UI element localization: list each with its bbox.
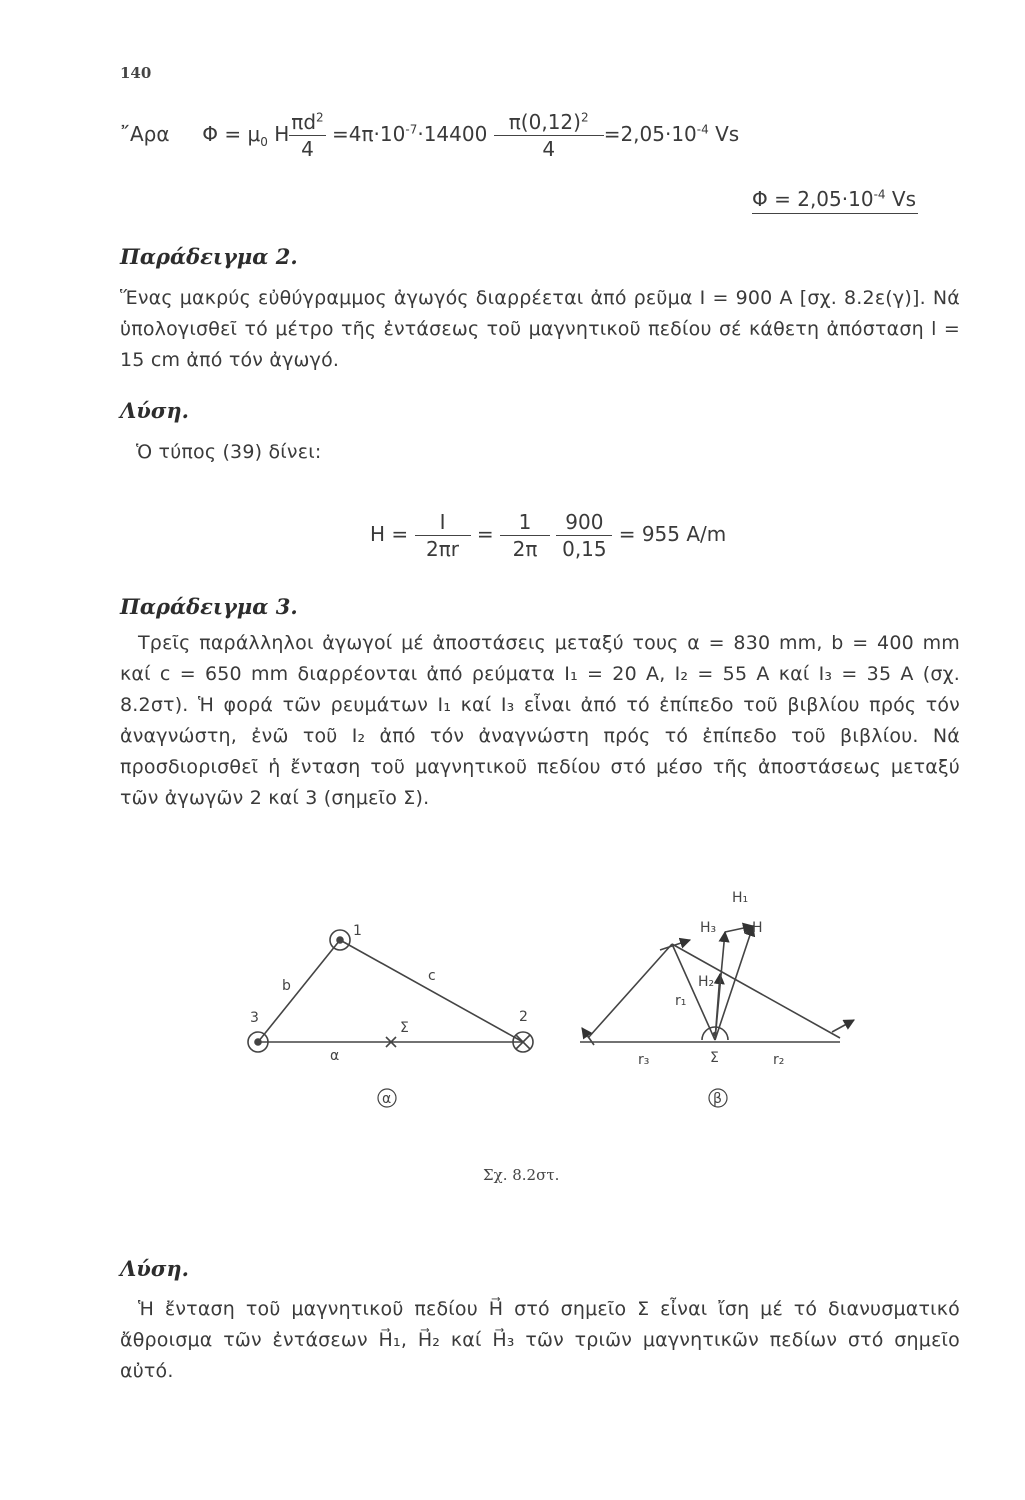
label-r3: r₃ xyxy=(638,1052,650,1068)
H-equation: H = $\frac{I}{2\pi r}$ = $\frac{1}{2\pi}$ $\frac{900}{0,15}$ = 955 A/m xyxy=(370,510,727,561)
example-3-solution-text: Ἡ ἔνταση τοῦ μαγνητικοῦ πεδίου H⃗ στό σημεῖο Σ εἶναι ἴση μέ τό διανυσματικό ἄθροισμα τῶν ἐντάσεων H⃗₁, H⃗₂ καί H⃗₃ τῶν τριῶν μαγνητικῶν πεδίων στό σημεῖο αὐτό. xyxy=(120,1298,960,1382)
label-sigma-a: Σ xyxy=(400,1020,409,1036)
flux-result: =2,05·10 xyxy=(603,122,697,146)
fraction-pi-d2: $\frac{\pi d^2}{4}$ xyxy=(291,110,324,161)
example-3-heading: Παράδειγμα 3. xyxy=(120,594,298,619)
ara-word: ῎Αρα xyxy=(120,122,170,146)
label-sigma-b: Σ xyxy=(710,1050,719,1066)
sub-label-b: β xyxy=(713,1091,722,1107)
sub-label-a: α xyxy=(382,1091,392,1107)
side-b xyxy=(258,940,340,1042)
label-a: α xyxy=(330,1048,340,1064)
tangent-arrow-1 xyxy=(660,940,690,950)
label-2: 2 xyxy=(519,1009,528,1025)
example-2-text: Ἕνας μακρύς εὐθύγραμμος ἀγωγός διαρρέεται ἀπό ρεῦμα I = 900 A [σχ. 8.2ε(γ)]. Νά ὑπολογισθεῖ τό μέτρο τῆς ἐντάσεως τοῦ μαγνητικοῦ πεδίου σέ κάθετη ἀπόσταση l = 15 cm ἀπό τόν ἀγωγό. xyxy=(120,287,960,371)
label-H: H xyxy=(752,920,763,936)
example-3-solution-heading: Λύση. xyxy=(120,1256,189,1281)
example-2-solution-heading: Λύση. xyxy=(120,398,189,423)
example-2-heading: Παράδειγμα 2. xyxy=(120,244,298,269)
figure-8-2st xyxy=(220,880,880,1120)
page-number: 140 xyxy=(120,64,152,82)
label-r1: r₁ xyxy=(675,993,687,1009)
flux-equation: ῎Αρα $\Phi = \mu_0$ H $\frac{\pi d^2}{4}$ $=4\pi\cdot 10^{-7}\cdot 14400$ $\frac{\pi(0,12)^2}{4}$ $=2,05\cdot 10^{-4}$ Vs xyxy=(120,110,740,161)
phi-mu: Φ = μ xyxy=(202,122,261,146)
label-1: 1 xyxy=(353,923,362,939)
r1-line xyxy=(672,944,715,1040)
boxed-flux-result: $\Phi = 2,05\cdot 10^{-4}$ Vs xyxy=(752,187,918,214)
mid-expression: =4π·10 xyxy=(332,122,406,146)
side-c xyxy=(340,940,523,1042)
mu-subscript: 0 xyxy=(260,135,268,149)
figure-caption: Σχ. 8.2στ. xyxy=(483,1166,560,1184)
example-3-text: Τρεῖς παράλληλοι ἀγωγοί μέ ἀποστάσεις μεταξύ τους α = 830 mm, b = 400 mm καί c = 650 mm διαρρέονται ἀπό ρεύματα I₁ = 20 A, I₂ = 55 A καί I₃ = 35 A (σχ. 8.2στ). Ἡ φορά τῶν ρευμάτων I₁ καί I₃ εἶναι ἀπό τό ἐπίπεδο τοῦ βιβλίου πρός τόν ἀναγνώστη, ἐνῶ τοῦ I₂ ἀπό τόν ἀναγνώστη πρός τό ἐπίπεδο τοῦ βιβλίου. Νά προσδιορισθεῖ ἡ ἔνταση τοῦ μαγνητικοῦ πεδίου στό μέσο τῆς ἀποστάσεως μεταξύ τῶν ἀγωγῶν 2 καί 3 (σημεῖο Σ). xyxy=(120,632,960,809)
vector-H1 xyxy=(725,926,753,932)
H-symbol: H xyxy=(274,122,290,146)
example-2-solution-text: Ὁ τύπος (39) δίνει: xyxy=(136,441,322,463)
label-r2: r₂ xyxy=(773,1052,785,1068)
tangent-arrow-2 xyxy=(832,1020,854,1032)
side-r2 xyxy=(672,944,840,1038)
label-b: b xyxy=(282,978,291,994)
fraction-pi-012: $\frac{\pi(0,12)^2}{4}$ xyxy=(494,110,604,161)
label-c: c xyxy=(428,968,436,984)
label-H1: H₁ xyxy=(732,890,749,906)
label-H3: H₃ xyxy=(700,920,717,936)
label-3: 3 xyxy=(250,1010,259,1026)
figure-b xyxy=(580,926,854,1045)
label-H2: H₂ xyxy=(698,974,715,990)
side-r3 xyxy=(588,944,672,1038)
